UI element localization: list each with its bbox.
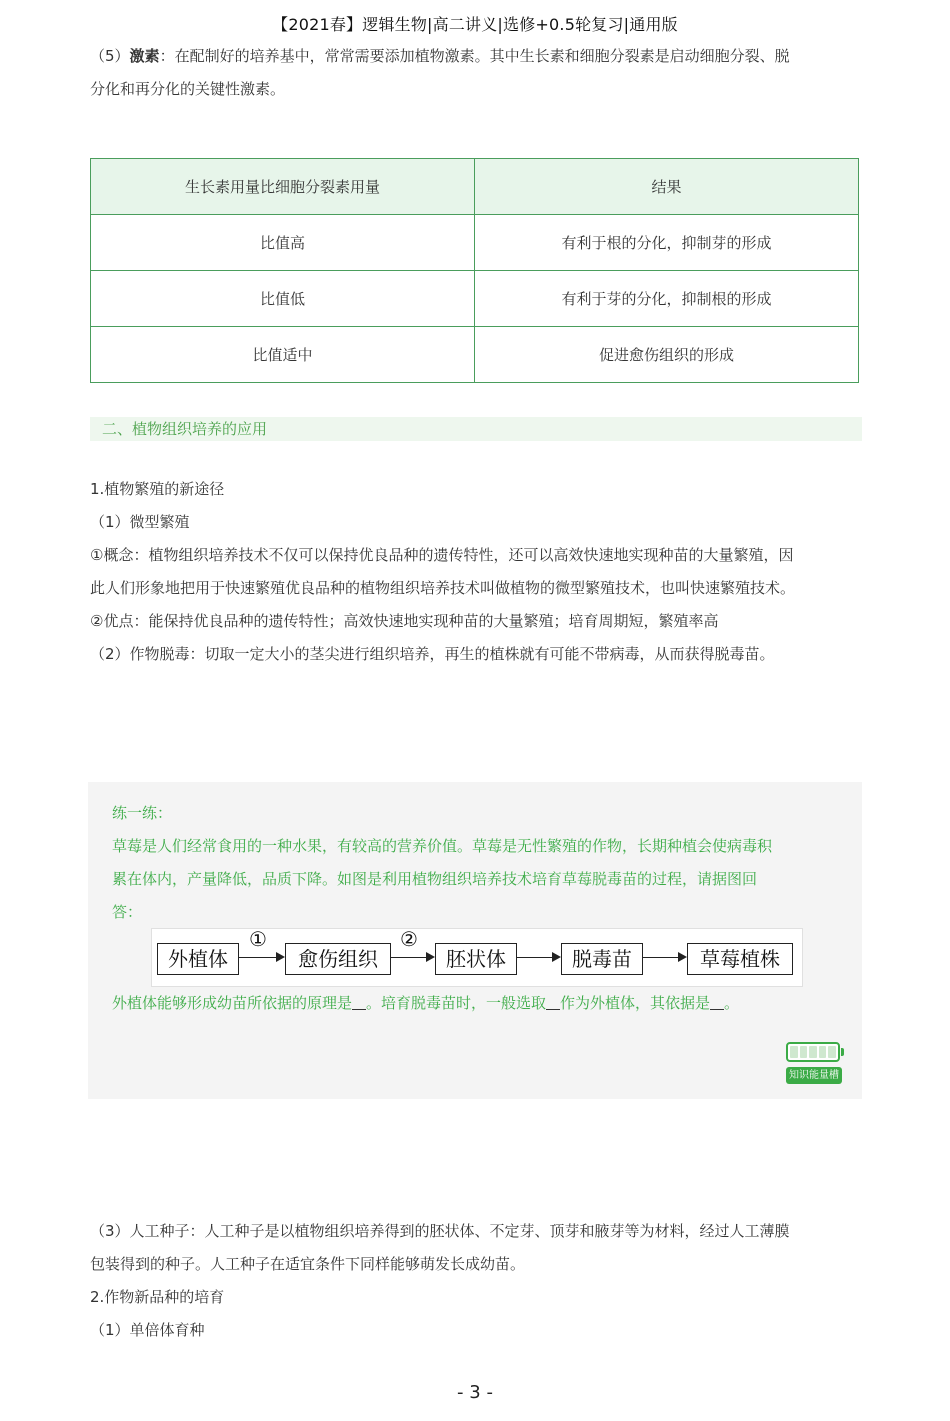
body-line: （3）人工种子：人工种子是以植物组织培养得到的胚状体、不定芽、顶芽和腋芽等为材料，经过人工薄膜 xyxy=(90,1222,790,1240)
body-line: ①概念：植物组织培养技术不仅可以保持优良品种的遗传特性，还可以高效快速地实现种苗的大量繁殖，因 xyxy=(90,546,794,564)
practice-line: 答： xyxy=(112,903,143,921)
table-header-row xyxy=(91,159,859,215)
process-flow-diagram xyxy=(151,928,803,987)
flow-step: 脱毒苗 xyxy=(561,943,643,975)
table-cell: 有利于芽的分化，抑制根的形成 xyxy=(475,271,859,327)
knowledge-energy-badge[interactable]: 知识能量槽 xyxy=(786,1067,842,1084)
flow-arrow xyxy=(643,957,685,958)
practice-question xyxy=(112,797,852,929)
table-row xyxy=(91,271,859,327)
hormone-text: ：在配制好的培养基中，常常需要添加植物激素。其中生长素和细胞分裂素是启动细胞分裂、脱 xyxy=(159,47,790,65)
hormone-number: （5） xyxy=(90,47,130,65)
hormone-text-line2: 分化和再分化的关键性激素。 xyxy=(90,80,286,98)
hormone-paragraph xyxy=(90,40,870,106)
body-line: 此人们形象地把用于快速繁殖优良品种的植物组织培养技术叫做植物的微型繁殖技术，也叫快速繁殖技术。 xyxy=(90,579,796,597)
flow-arrow xyxy=(517,957,559,958)
practice-line: 草莓是人们经常食用的一种水果，有较高的营养价值。草莓是无性繁殖的作物，长期种植会使病毒积 xyxy=(112,837,773,855)
body-line: （1）微型繁殖 xyxy=(90,513,190,531)
table-header-result: 结果 xyxy=(475,159,859,215)
answer-blank-1[interactable] xyxy=(352,995,366,1010)
practice-heading: 练一练： xyxy=(112,804,173,822)
practice-line: 累在体内，产量降低，品质下降。如图是利用植物组织培养技术培育草莓脱毒苗的过程，请据图回 xyxy=(112,870,758,888)
body-line: 包装得到的种子。人工种子在适宜条件下同样能够萌发长成幼苗。 xyxy=(90,1255,526,1273)
flow-arrow xyxy=(239,957,283,958)
document-header: 【2021春】逻辑生物|高二讲义|选修+0.5轮复习|通用版 xyxy=(272,15,678,34)
flow-step: 外植体 xyxy=(157,943,239,975)
flow-arrow xyxy=(391,957,433,958)
answer-blank-3[interactable] xyxy=(710,995,724,1010)
hormone-ratio-table xyxy=(90,158,859,383)
body-line: ②优点：能保持优良品种的遗传特性；高效快速地实现种苗的大量繁殖；培育周期短，繁殖率高 xyxy=(90,612,719,630)
hormone-label: 激素 xyxy=(129,47,160,65)
artificial-seed-body xyxy=(90,1215,870,1347)
table-cell: 促进愈伤组织的形成 xyxy=(475,327,859,383)
applications-body xyxy=(90,473,870,671)
table-header-ratio: 生长素用量比细胞分裂素用量 xyxy=(91,159,475,215)
body-line: 1.植物繁殖的新途径 xyxy=(90,480,225,498)
table-row xyxy=(91,327,859,383)
page-number: - 3 - xyxy=(457,1382,493,1403)
table-cell: 比值低 xyxy=(91,271,475,327)
battery-tip-icon xyxy=(841,1048,844,1056)
table-row xyxy=(91,215,859,271)
flow-step: 胚状体 xyxy=(435,943,517,975)
table-cell: 比值适中 xyxy=(91,327,475,383)
table-cell: 有利于根的分化，抑制芽的形成 xyxy=(475,215,859,271)
body-line: （1）单倍体育种 xyxy=(90,1321,205,1339)
table-cell: 比值高 xyxy=(91,215,475,271)
body-line: 2.作物新品种的培育 xyxy=(90,1288,225,1306)
practice-answer-line: 外植体能够形成幼苗所依据的原理是 。培育脱毒苗时，一般选取 作为外植体，其依据是 。 xyxy=(112,994,740,1012)
battery-icon[interactable] xyxy=(786,1042,840,1062)
answer-blank-2[interactable] xyxy=(546,995,560,1010)
flow-step-number: ① xyxy=(249,927,267,951)
flow-step: 愈伤组织 xyxy=(285,943,391,975)
body-line: （2）作物脱毒：切取一定大小的茎尖进行组织培养，再生的植株就有可能不带病毒，从而获得脱毒苗。 xyxy=(90,645,775,663)
flow-step-number: ② xyxy=(400,927,418,951)
section-heading: 二、植物组织培养的应用 xyxy=(90,417,862,441)
flow-step: 草莓植株 xyxy=(687,943,793,975)
